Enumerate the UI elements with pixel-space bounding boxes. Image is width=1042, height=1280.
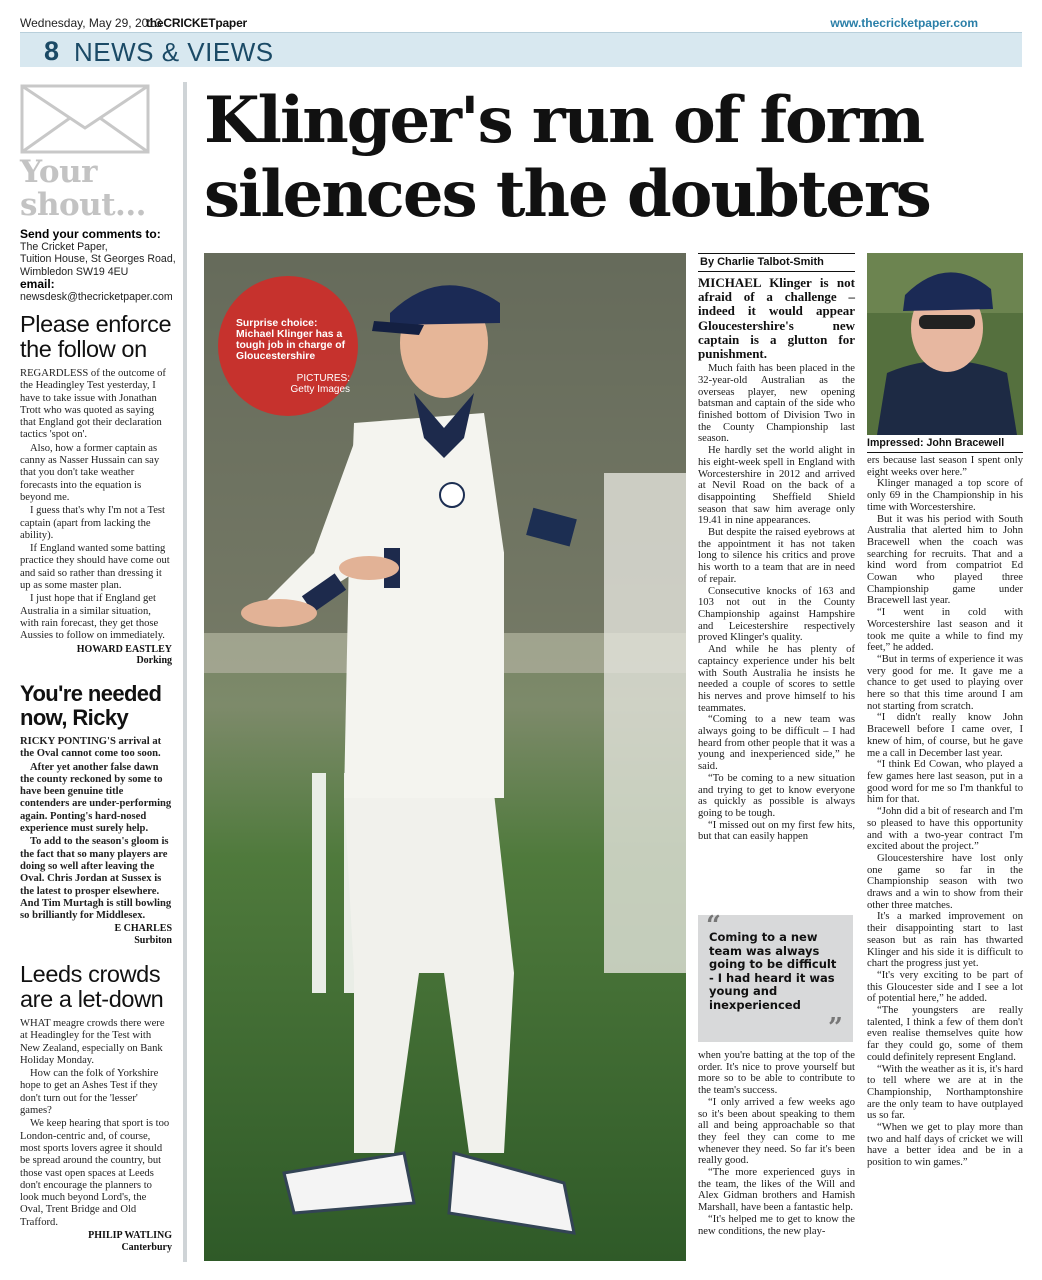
address-line: Wimbledon SW19 4EU <box>20 265 129 278</box>
photo-credit: PICTURES: Getty Images <box>290 373 350 395</box>
letter-3 <box>20 962 172 1253</box>
your-shout-title: Your shout... <box>20 154 146 223</box>
letter-headline: You're needed now, Ricky <box>20 681 162 730</box>
letter-town: Dorking <box>136 655 172 667</box>
email-label: email: <box>20 277 55 291</box>
article-column-1b <box>698 1050 855 1237</box>
section-title: NEWS & VIEWS <box>74 37 274 67</box>
article-column-1 <box>698 253 855 843</box>
letter-2 <box>20 682 172 946</box>
page-number: 8 <box>44 36 60 66</box>
letter-body: REGARDLESS of the outcome of the Headingley Test yesterday, I have to take issue with Jonathan Trott who was quoted as saying that England got their declaration tactics 'spot on'. Also, how a former captain as canny as Nasser Hussain can say that you don't take weather forecasts into the equation is beyond me. I guess that's why I'm not a Test captain (apart from lacking the ability). If England wanted some batting practice they should have come out and said so rather than dressing it up as some master plan. I just hope that if England get Australia in a similar situation, with rain forecast, they get those Aussies to follow on immediately. <box>20 368 170 642</box>
byline: By Charlie Talbot-Smith <box>698 253 855 272</box>
letter-1 <box>20 312 172 667</box>
article-intro: MICHAEL Klinger is not afraid of a challenge – indeed it would appear Gloucestershire's new captain is a glutton for punishment. <box>698 275 855 362</box>
send-label: Send your comments to: <box>20 227 161 241</box>
letters-column <box>20 82 176 1262</box>
letter-town: Surbiton <box>134 934 172 946</box>
masthead <box>20 14 1022 32</box>
website-link[interactable]: www.thecricketpaper.com <box>830 16 978 30</box>
pull-quote-text: Coming to a new team was always going to be difficult - I had heard it was young and inexperienced <box>709 930 837 1012</box>
letter-author: HOWARD EASTLEY <box>76 643 172 655</box>
coach-illustration <box>867 253 1023 435</box>
pull-quote <box>698 911 853 1043</box>
letter-body: RICKY PONTING'S arrival at the Oval cannot come too soon. After yet another false dawn the county reckoned by some to have been genuine title contenders are under-performing again. Ponting's hard-nosed experience must surely help. To add to the season's gloom is the fact that so many players are doing so well after leaving the Oval. Chris Jordan at Sussex is the latest to prosper elsewhere. And Tim Murtagh is still bowling so brilliantly for Middlesex. <box>20 736 172 922</box>
contact-details <box>20 228 176 303</box>
quote-open-icon: “ <box>706 911 721 941</box>
article-body: when you're batting at the top of the order. It's nice to prove yourself but more so to be able to contribute to the team's success. “I only arrived a few weeks ago so it's been about speaking to them all and being approachable so that they feel they can come to me whenever they need. So far it's been really good. “The more experienced guys in the team, the likes of the Will and Alex Gidman brothers and Hamish Marshall, have been a fantastic help. “It's helped me to get to know the new conditions, the new play- <box>698 1050 855 1237</box>
article-column-2 <box>867 455 1023 1169</box>
article-headline: Klinger's run of form silences the doubters <box>204 83 930 232</box>
letter-town: Canterbury <box>121 1241 172 1253</box>
envelope-icon <box>20 84 150 154</box>
column-divider <box>183 82 187 1262</box>
photo-caption-badge <box>218 276 358 416</box>
article-body: ers because last season I spent only eight weeks over here.” Klinger managed a top score of only 69 in the Championship in his time with Worcestershire. But it was his period with South Australia that alerted him to John Bracewell when the coach was searching for recruits. That and a kind word from compatriot Ed Cowan who played three Championship game under Bracewell last year. “I went in cold with Worcestershire last season and it took me quite a while to find my feet,” he added. “But in terms of experience it was very good for me. It gave me a chance to get used to playing over here so that this time around I am not starting from scratch. “I didn't really know John Bracewell before I came over, I knew of him, of course, but he gave me a call in December last year. “I think Ed Cowan, who played a few games here last season, put in a good word for me so I'm thankful to him for that. “John did a bit of research and I'm so pleased to have this opportunity and with a two-year contract I'm excited about the project.” Gloucestershire have lost only one game so far in the Championship season with two draws and a win to show from their other three matches. It's a marked improvement on their disappointing start to last season but as rain has thwarted Klinger and his side it is difficult to chart the progress just yet. “It's very exciting to be part of this Gloucester side and I see a lot of potential here,” he added. “The youngsters are really talented, I think a few of them don't even realise themselves quite how far they could go, some of them could definitely represent England. “With the weather as it is, it's hard to tell where we are at in the Championship, Northamptonshire are the only team to have outplayed us so far. “When we get to play more than two and half days of cricket we will have a better idea and be in a position to win games.” <box>867 455 1023 1169</box>
letter-body: WHAT meagre crowds there were at Headingley for the Test with New Zealand, especially on Bank Holiday Monday. How can the folk of Yorkshire hope to get an Ashes Test if they don't turn out for the 'lesser' games? We keep hearing that sport is too London-centric and, of course, most sports lovers agree it should be spread around the country, but those vast open spaces at Leeds don't encourage the planners to look much beyond Lord's, the Oval, Trent Bridge and Old Trafford. <box>20 1018 170 1228</box>
letter-headline: Please enforce the follow on <box>20 311 172 362</box>
quote-close-icon: ” <box>828 1013 843 1043</box>
address-line: Tuition House, St Georges Road, <box>20 253 176 265</box>
section-bar <box>20 32 1022 70</box>
inset-caption: Impressed: John Bracewell <box>867 437 1023 453</box>
letter-headline: Leeds crowds are a let-down <box>20 961 164 1012</box>
inset-photo <box>867 253 1023 435</box>
address-line: The Cricket Paper, <box>20 240 108 253</box>
letter-author: PHILIP WATLING <box>88 1230 172 1242</box>
letter-author: E CHARLES <box>114 923 172 935</box>
photo-caption: Surprise choice: Michael Klinger has a tough job in charge of Gloucestershire <box>236 318 346 362</box>
article-body: Much faith has been placed in the 32-year-old Australian as the overseas player, new opening batsman and captain of the side who finished bottom of Division Two in the County Championship last season. He hardly set the world alight in his eight-week spell in England with Worcestershire in 2012 and arrived at Nevil Road on the back of a disappointing Sheffield Shield season that saw him average only 19.41 in nine appearances. But despite the raised eyebrows at the appointment it has not taken long to silence his critics and prove his worth to a team that are in need of repair. Consecutive knocks of 163 and 103 not out in the County Championship against Hampshire and Leicestershire respectively proved Klinger's quality. And while he has plenty of captaincy experience under his belt with South Australia he insists he needed a couple of scores to settle his nerves and prove himself to his teammates. “Coming to a new team was always going to be difficult – I had heard from other people that it was a young and inexperienced side,” he said. “To be coming to a new situation and trying to get to know everyone as quickly as possible is always going to be tough. “I missed out on my first few hits, but that can easily happen <box>698 363 855 843</box>
issue-date: Wednesday, May 29, 2013 <box>20 16 162 30</box>
email-address[interactable]: newsdesk@thecricketpaper.com <box>20 290 173 303</box>
brand-logo: theCRICKETpaper <box>146 16 248 30</box>
